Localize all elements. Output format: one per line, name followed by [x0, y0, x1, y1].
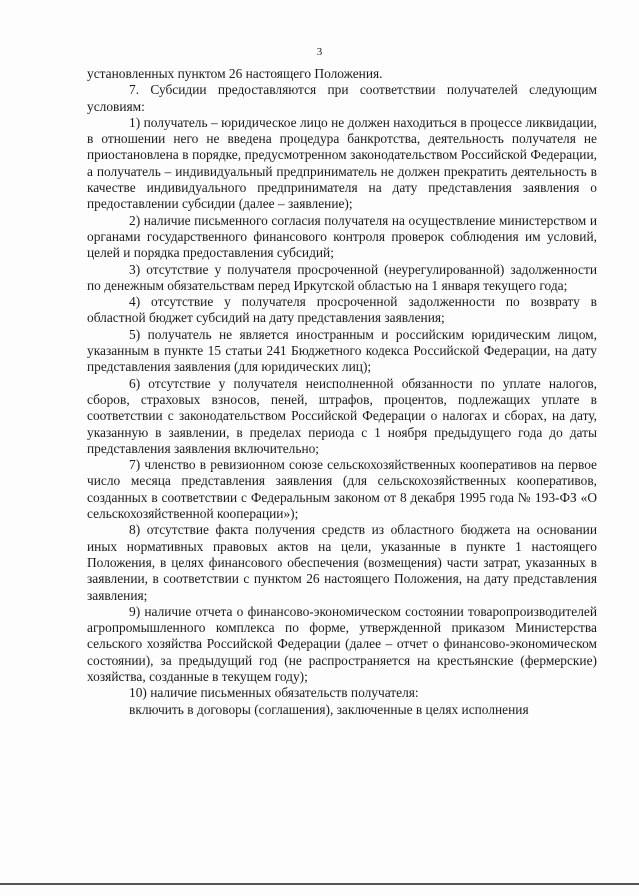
- scan-edge-line: [0, 883, 639, 885]
- paragraph-condition-1: 1) получатель – юридическое лицо не должен находиться в процессе ликвидации, в отношении него не введена процедура банкротства, деятельность получателя не приостановлена в порядке, предусмотренном законодательством Российской Федерации, а получатель – индивидуальный предприниматель не должен прекратить деятельность в качестве индивидуального предпринимателя на дату представления заявления о предоставлении субсидии (далее – заявление);: [87, 114, 597, 212]
- paragraph-condition-9: 9) наличие отчета о финансово-экономическом состоянии товаропроизводителей агропромышленного комплекса по форме, утвержденной приказом Министерства сельского хозяйства Российской Федерации (далее – отчет о финансово-экономическом состоянии), за предыдущий год (не распространяется на крестьянские (фермерские) хозяйства, созданные в текущем году);: [87, 603, 597, 684]
- paragraph-condition-3: 3) отсутствие у получателя просроченной (неурегулированной) задолженности по денежным обязательствам перед Иркутской областью на 1 января текущего года;: [87, 261, 597, 293]
- paragraph-condition-6: 6) отсутствие у получателя неисполненной обязанности по уплате налогов, сборов, страховых взносов, пеней, штрафов, процентов, подлежащих уплате в соответствии с законодательством Российской Федерации о налогах и сборах, на дату, указанную в заявлении, в пределах периода с 1 ноября предыдущего года до даты представления заявления включительно;: [87, 375, 597, 456]
- paragraph-obligation: включить в договоры (соглашения), заключенные в целях исполнения: [129, 701, 529, 717]
- paragraph-condition-2: 2) наличие письменного согласия получателя на осуществление министерством и органами государственного финансового контроля проверок соблюдения им условий, целей и порядка предоставления субсидий;: [87, 212, 597, 261]
- paragraph-condition-5: 5) получатель не является иностранным и российским юридическим лицом, указанным в пункте 15 статьи 241 Бюджетного кодекса Российской Федерации, на дату представления заявления (для юридических лиц);: [87, 326, 597, 375]
- paragraph-continuation: установленных пунктом 26 настоящего Положения.: [87, 66, 383, 81]
- paragraph-clause-7: 7. Субсидии предоставляются при соответствии получателей следующим условиям:: [87, 82, 597, 114]
- paragraph-condition-7: 7) членство в ревизионном союзе сельскохозяйственных кооперативов на первое число месяца представления заявления (для сельскохозяйственных кооперативов, созданных в соответствии с Федеральным законом от 8 декабря 1995 года № 193-ФЗ «О сельскохозяйственной кооперации»);: [87, 457, 597, 522]
- paragraph-condition-8: 8) отсутствие факта получения средств из областного бюджета на основании иных нормативных правовых актов на цели, указанные в пункте 1 настоящего Положения, в целях финансового обеспечения (возмещения) части затрат, указанных в заявлении, в соответствии с пунктом 26 настоящего Положения, на дату представления заявления;: [87, 522, 597, 603]
- page-body: [87, 66, 597, 718]
- paragraph-condition-10: 10) наличие письменных обязательств получателя:: [129, 685, 419, 701]
- page-number: 3: [316, 46, 323, 58]
- paragraph-condition-4: 4) отсутствие у получателя просроченной задолженности по возврату в областной бюджет субсидий на дату представления заявления;: [87, 294, 597, 326]
